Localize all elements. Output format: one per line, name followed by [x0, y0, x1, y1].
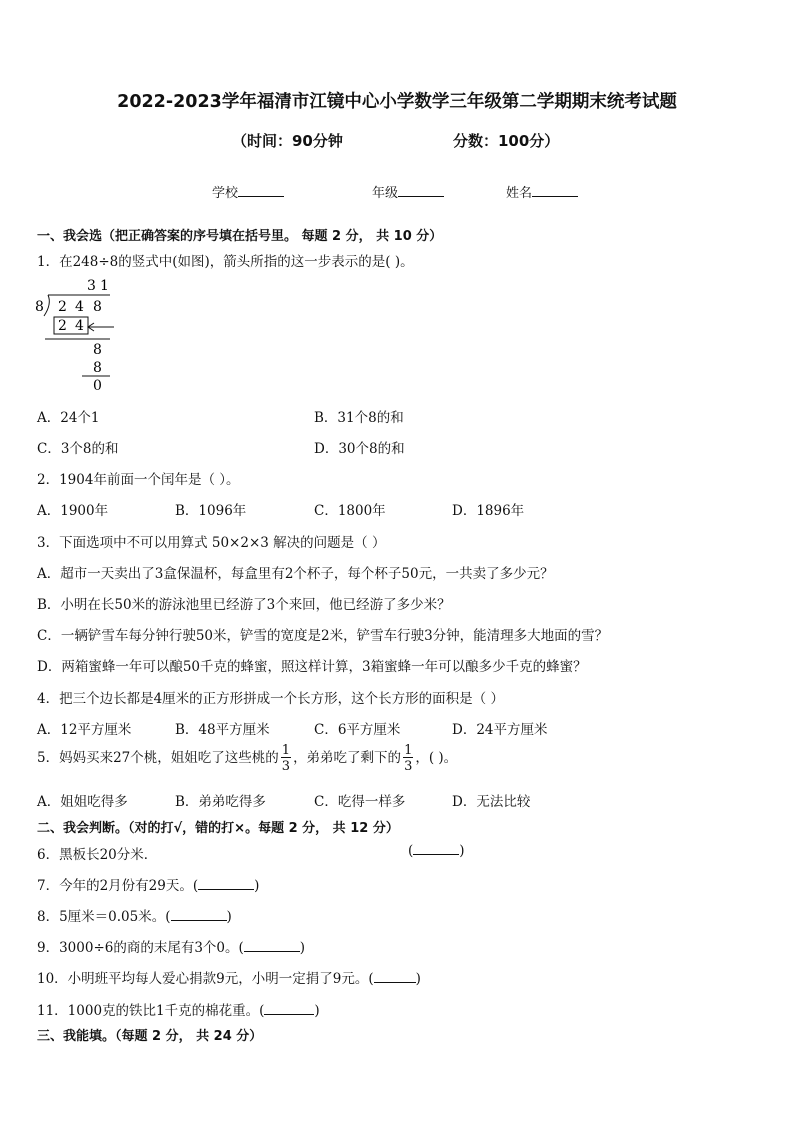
remainder-digit: 0 — [93, 378, 102, 394]
name-field — [506, 182, 578, 201]
exam-score: 分数：100分） — [453, 132, 560, 150]
question-5 — [37, 744, 457, 773]
question-11 — [37, 999, 320, 1019]
step3-digit: 8 — [93, 360, 102, 376]
q5-option-a[interactable]: A．姐姐吃得多 — [37, 794, 128, 810]
q7-answer-blank[interactable] — [198, 878, 254, 890]
question-10 — [37, 967, 421, 987]
dividend-digit-1: 2 — [58, 299, 67, 315]
question-6: 6．黑板长20分米． — [37, 847, 158, 863]
q2-option-b[interactable]: B．1096年 — [175, 503, 247, 519]
fraction-denominator: 3 — [404, 759, 413, 774]
q4-option-b[interactable]: B．48平方厘米 — [175, 722, 270, 738]
section-3-heading: 三、我能填。（每题 2 分， 共 24 分） — [37, 1029, 263, 1044]
fraction-denominator: 3 — [281, 759, 291, 774]
paren-close: ) — [314, 1003, 320, 1019]
q5-option-b[interactable]: B．弟弟吃得多 — [175, 794, 266, 810]
q2-option-c[interactable]: C．1800年 — [314, 503, 386, 519]
grade-field — [372, 182, 444, 201]
q1-option-a[interactable]: A．24个1 — [37, 410, 100, 426]
section-2-heading: 二、我会判断。（对的打√，错的打×。每题 2 分， 共 12 分） — [37, 821, 399, 836]
divisor: 8 — [35, 299, 44, 315]
fraction-one-third-1 — [281, 744, 291, 773]
paren-close: ) — [299, 940, 306, 956]
grade-label: 年级 — [372, 186, 399, 201]
q4-option-a[interactable]: A．12平方厘米 — [37, 722, 132, 738]
division-bracket — [44, 295, 49, 316]
section-1-heading: 一、我会选（把正确答案的序号填在括号里。 每题 2 分， 共 10 分） — [37, 229, 443, 244]
q5-text-part-3: ，( )。 — [415, 750, 458, 766]
question-7 — [37, 874, 259, 894]
step2-digit: 8 — [93, 342, 102, 358]
answer-line[interactable] — [413, 843, 459, 855]
q1-option-d[interactable]: D．30个8的和 — [314, 441, 405, 457]
name-blank[interactable] — [532, 184, 578, 197]
q3-option-a[interactable]: A．超市一天卖出了3盒保温杯，每盒里有2个杯子，每个杯子50元，一共卖了多少元？ — [37, 566, 554, 582]
q10-answer-blank[interactable] — [374, 971, 416, 983]
question-8 — [37, 905, 232, 925]
q7-text: 7．今年的2月份有29天。( — [37, 878, 199, 894]
q9-text: 9．3000÷6的商的末尾有3个0。( — [37, 940, 244, 956]
paren-close: ) — [415, 971, 421, 987]
fraction-one-third-2 — [403, 744, 413, 773]
q3-option-d[interactable]: D．两箱蜜蜂一年可以酿50千克的蜂蜜，照这样计算，3箱蜜蜂一年可以酿多少千克的蜂蜜？ — [37, 659, 587, 675]
q2-option-d[interactable]: D．1896年 — [452, 503, 525, 519]
q4-option-d[interactable]: D．24平方厘米 — [452, 722, 548, 738]
q8-answer-blank[interactable] — [171, 909, 227, 921]
q10-text: 10．小明班平均每人爱心捐款9元，小明一定捐了9元。( — [37, 971, 374, 987]
question-1: 1．在248÷8的竖式中(如图)，箭头所指的这一步表示的是( )。 — [37, 254, 414, 270]
q1-option-c[interactable]: C．3个8的和 — [37, 441, 119, 457]
grade-blank[interactable] — [398, 184, 444, 197]
paren-close: ) — [459, 843, 465, 859]
q9-answer-blank[interactable] — [244, 940, 300, 952]
q11-text: 11．1000克的铁比1千克的棉花重。( — [37, 1003, 265, 1019]
quotient-digit-2: 1 — [100, 278, 109, 294]
paren-open: ( — [408, 843, 414, 859]
name-label: 姓名 — [506, 186, 533, 201]
step1-digit-1: 2 — [58, 318, 67, 334]
q4-option-c[interactable]: C．6平方厘米 — [314, 722, 401, 738]
long-division-figure — [30, 276, 130, 394]
q11-answer-blank[interactable] — [264, 1003, 314, 1015]
fraction-numerator: 1 — [281, 743, 291, 758]
q6-answer-blank[interactable] — [408, 843, 465, 859]
fraction-numerator: 1 — [404, 743, 413, 758]
q5-option-d[interactable]: D．无法比较 — [452, 794, 531, 810]
q8-text: 8．5厘米＝0.05米。( — [37, 909, 171, 925]
paren-close: ) — [254, 878, 260, 894]
q5-option-c[interactable]: C．吃得一样多 — [314, 794, 406, 810]
step1-digit-2: 4 — [75, 318, 84, 334]
quotient-digit-1: 3 — [87, 278, 96, 294]
school-label: 学校 — [212, 186, 239, 201]
paren-close: ) — [226, 909, 232, 925]
q5-text-part-1: 5．妈妈买来27个桃，姐姐吃了这些桃的 — [37, 750, 279, 766]
dividend-digit-3: 8 — [93, 299, 102, 315]
school-field — [212, 182, 284, 201]
q5-text-part-2: ，弟弟吃了剩下的 — [293, 750, 402, 766]
question-3: 3．下面选项中不可以用算式 50×2×3 解决的问题是（ ） — [37, 535, 386, 551]
q1-option-b[interactable]: B．31个8的和 — [314, 410, 404, 426]
school-blank[interactable] — [238, 184, 284, 197]
question-4: 4．把三个边长都是4厘米的正方形拼成一个长方形，这个长方形的面积是（ ） — [37, 691, 504, 707]
page-title: 2022-2023学年福清市江镜中心小学数学三年级第二学期期末统考试题 — [117, 92, 677, 112]
q3-option-c[interactable]: C．一辆铲雪车每分钟行驶50米，铲雪的宽度是2米，铲雪车行驶3分钟，能清理多大地面的雪？ — [37, 628, 609, 644]
exam-time: （时间：90分钟 — [232, 132, 343, 150]
question-2: 2．1904年前面一个闰年是（ ）。 — [37, 472, 240, 488]
dividend-digit-2: 4 — [75, 299, 84, 315]
question-9 — [37, 936, 305, 956]
q3-option-b[interactable]: B．小明在长50米的游泳池里已经游了3个来回，他已经游了多少米？ — [37, 597, 451, 613]
q2-option-a[interactable]: A．1900年 — [37, 503, 109, 519]
